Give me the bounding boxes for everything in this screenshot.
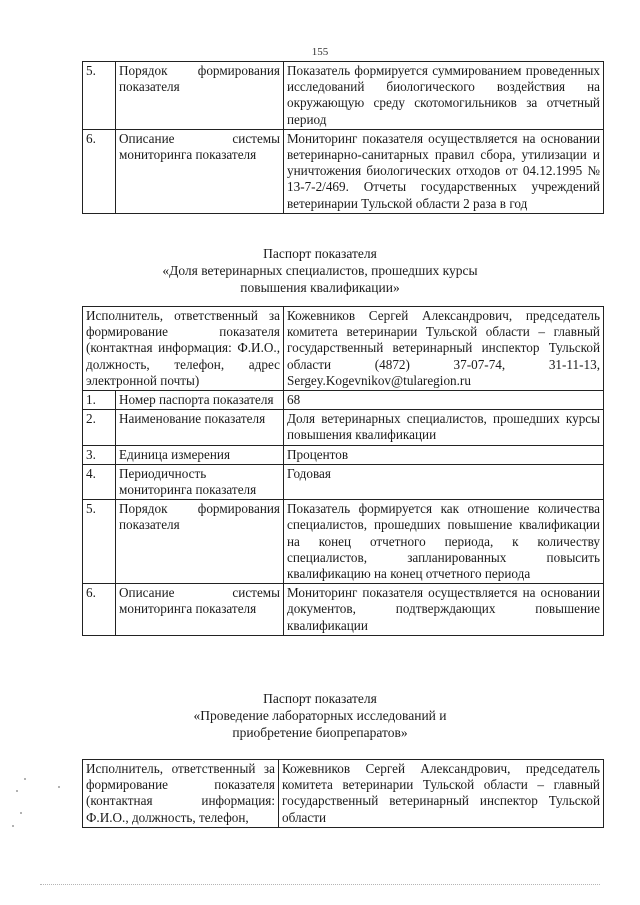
row-value: Показатель формируется как отношение количества специалистов, прошедших повышение квалификации на конец отчетного периода, к количеству специалистов, запланированных повысить квалификацию на конец отчетного периода bbox=[284, 500, 604, 584]
passport-heading bbox=[0, 690, 640, 741]
row-value: Мониторинг показателя осуществляется на основании ветеринарно-санитарных правил сбора, утилизации и уничтожения биологических отходов от 04.12.1995 № 13-7-2/469. Отчеты государственных учреждений ветеринарии Тульской области 2 раза в год bbox=[284, 129, 604, 213]
passport-heading-title: Паспорт показателя bbox=[263, 246, 377, 261]
table-row bbox=[83, 500, 604, 584]
row-label: Описание системы мониторинга показателя bbox=[116, 584, 284, 636]
passport-heading-name: «Доля ветеринарных специалистов, прошедших курсы bbox=[162, 263, 478, 278]
passport-table bbox=[82, 306, 604, 636]
owner-label: Исполнитель, ответственный за формирование показателя (контактная информация: Ф.И.О., должность, телефон, адрес электронной почты) bbox=[83, 307, 284, 391]
row-value: Годовая bbox=[284, 464, 604, 499]
row-number: 5. bbox=[83, 62, 116, 130]
row-label: Периодичность мониторинга показателя bbox=[116, 464, 284, 499]
passport-heading-name-cont: приобретение биопрепаратов» bbox=[232, 725, 408, 740]
table-row bbox=[83, 62, 604, 130]
passport-heading-name: «Проведение лабораторных исследований и bbox=[193, 708, 447, 723]
owner-value: Кожевников Сергей Александрович, председатель комитета ветеринарии Тульской области – главный государственный ветеринарный инспектор Тульской области (4872) 37-07-74, 31-11-13, Sergey.Kogevnikov@tularegion.ru bbox=[284, 307, 604, 391]
table-row bbox=[83, 410, 604, 445]
row-number: 6. bbox=[83, 129, 116, 213]
passport-heading-name-cont: повышения квалификации» bbox=[240, 280, 400, 295]
table-row bbox=[83, 391, 604, 410]
scan-speck bbox=[24, 778, 26, 780]
row-value: Процентов bbox=[284, 445, 604, 464]
row-number: 2. bbox=[83, 410, 116, 445]
scan-speck bbox=[58, 786, 60, 788]
row-value: Мониторинг показателя осуществляется на основании документов, подтверждающих повышение квалификации bbox=[284, 584, 604, 636]
table-row bbox=[83, 445, 604, 464]
passport-heading-title: Паспорт показателя bbox=[263, 691, 377, 706]
row-number: 5. bbox=[83, 500, 116, 584]
table-row bbox=[83, 129, 604, 213]
table-row bbox=[83, 464, 604, 499]
scan-speck bbox=[12, 825, 14, 827]
row-number: 1. bbox=[83, 391, 116, 410]
row-label: Описание системы мониторинга показателя bbox=[116, 129, 284, 213]
row-number: 3. bbox=[83, 445, 116, 464]
owner-value: Кожевников Сергей Александрович, председатель комитета ветеринарии Тульской области – главный государственный ветеринарный инспектор Тульской области bbox=[279, 760, 604, 828]
indicator-table-continued bbox=[82, 61, 604, 214]
scan-speck bbox=[16, 790, 18, 792]
row-value: Показатель формируется суммированием проведенных исследований биологического воздействия на окружающую среду скотомогильников за отчетный период bbox=[284, 62, 604, 130]
row-number: 4. bbox=[83, 464, 116, 499]
scan-edge bbox=[40, 884, 600, 886]
table-row bbox=[83, 584, 604, 636]
table-row bbox=[83, 760, 604, 828]
row-label: Порядок формирования показателя bbox=[116, 62, 284, 130]
passport-heading bbox=[0, 245, 640, 296]
row-number: 6. bbox=[83, 584, 116, 636]
row-value: Доля ветеринарных специалистов, прошедших курсы повышения квалификации bbox=[284, 410, 604, 445]
row-label: Порядок формирования показателя bbox=[116, 500, 284, 584]
table-row bbox=[83, 307, 604, 391]
row-label: Наименование показателя bbox=[116, 410, 284, 445]
row-label: Номер паспорта показателя bbox=[116, 391, 284, 410]
passport-table bbox=[82, 759, 604, 828]
row-value: 68 bbox=[284, 391, 604, 410]
row-label: Единица измерения bbox=[116, 445, 284, 464]
owner-label: Исполнитель, ответственный за формирование показателя (контактная информация: Ф.И.О., должность, телефон, bbox=[83, 760, 279, 828]
scan-speck bbox=[20, 812, 22, 814]
page-number: 155 bbox=[311, 46, 329, 58]
